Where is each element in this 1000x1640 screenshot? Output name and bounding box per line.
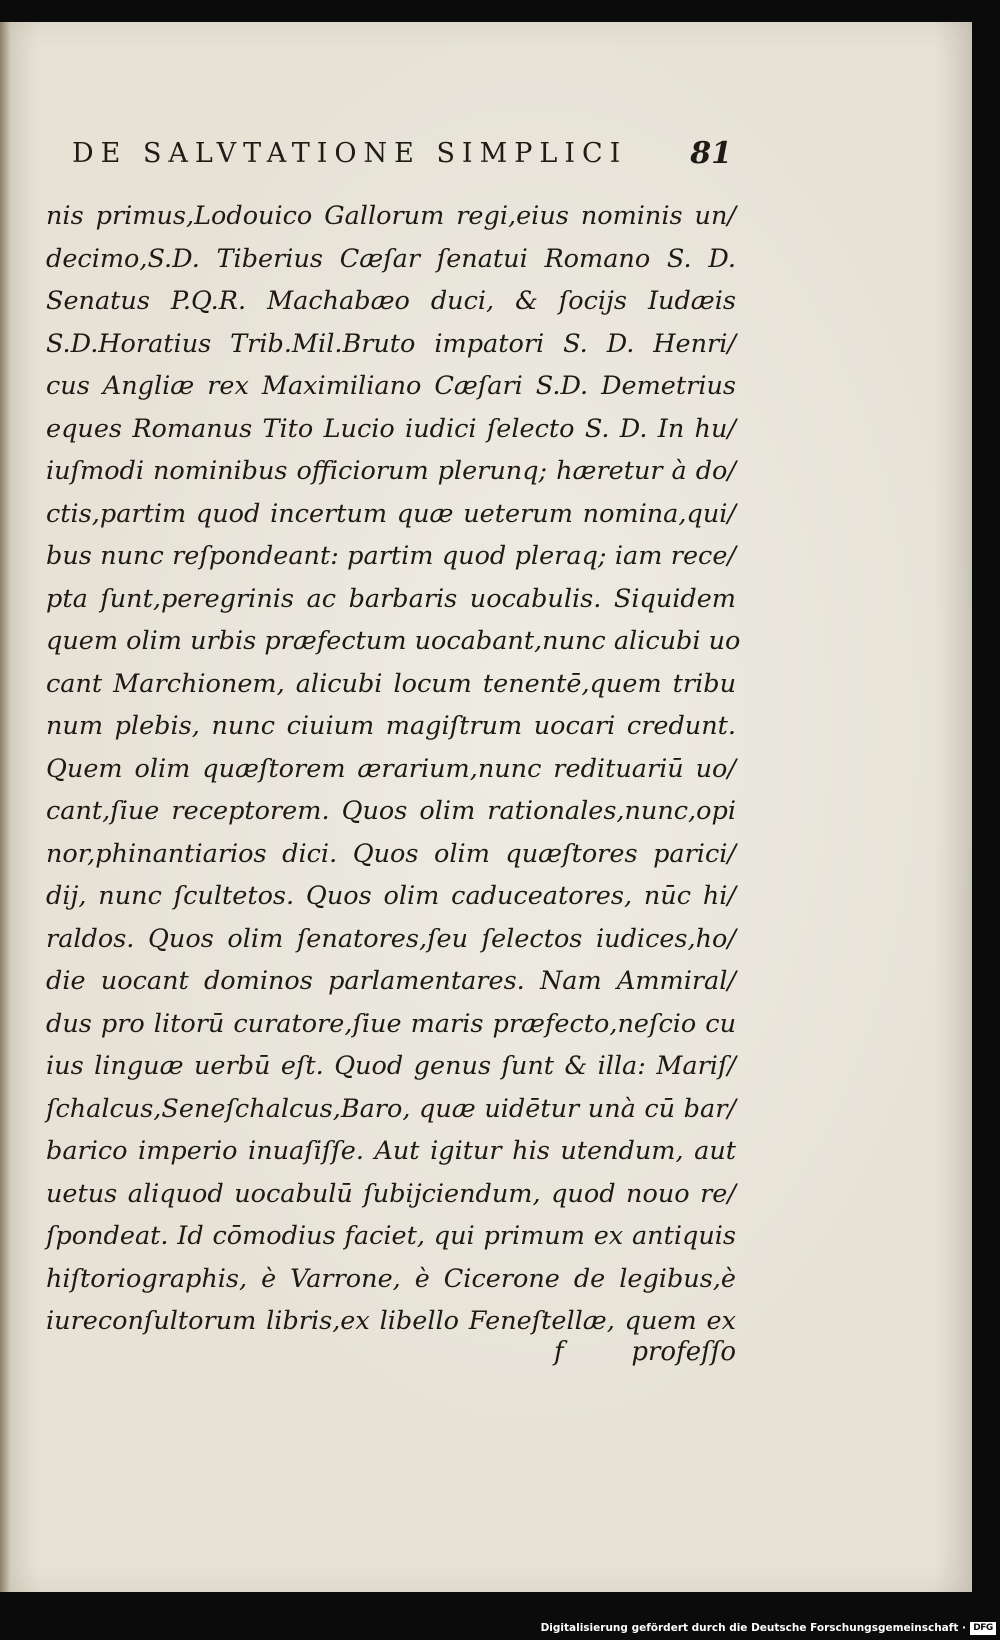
text-line: iuſmodi nominibus officiorum plerunq; hæretur à do/: [46, 456, 736, 486]
text-line: nis primus,Lodouico Gallorum regi,eius nominis un/: [46, 201, 736, 231]
text-line: Senatus P.Q.R. Machabæo duci, & ſocijs Iudæis: [46, 286, 736, 316]
digitization-credit: Digitalisierung gefördert durch die Deutsche Forschungsgemeinschaft ·: [540, 1622, 966, 1634]
text-line: ius linguæ uerbū eſt. Quod genus ſunt & illa: Mariſ/: [46, 1051, 736, 1081]
text-line: nor,phinantiarios dici. Quos olim quæſtores parici/: [46, 838, 736, 869]
text-line: dij, nunc ſcultetos. Quos olim caduceatores, nūc hi/: [46, 881, 736, 911]
text-line: hiſtoriographis, è Varrone, è Cicerone de legibus,è: [46, 1263, 736, 1294]
text-line: cus Angliæ rex Maximiliano Cæſari S.D. Demetrius: [46, 371, 736, 401]
catchword: profeſſo: [631, 1337, 736, 1367]
text-line: iureconſultorum libris,ex libello Feneſtellæ, quem ex: [46, 1306, 736, 1336]
text-line: S.D.Horatius Trib.Mil.Bruto impatori S. D. Henri/: [46, 328, 736, 359]
page-number: 81: [690, 136, 732, 171]
text-line: die uocant dominos parlamentares. Nam Ammiral/: [46, 966, 736, 996]
text-line: ctis,partim quod incertum quæ ueterum nomina,qui/: [46, 498, 736, 529]
text-line: ſchalcus,Seneſchalcus,Baro, quæ uidētur unà cū bar/: [46, 1093, 736, 1124]
text-line: barico imperio inuaſiſſe. Aut igitur his utendum, aut: [46, 1136, 736, 1166]
text-line: pta ſunt,peregrinis ac barbaris uocabulis. Siquidem: [46, 583, 736, 614]
text-line: cant Marchionem, alicubi locum tenentē,quem tribu: [46, 668, 736, 699]
text-line: Quem olim quæſtorem ærarium,nunc redituariū uo/: [46, 753, 736, 784]
body-text: [46, 195, 741, 1343]
text-line: dus pro litorū curatore,ſiue maris præfecto,neſcio cu: [46, 1008, 736, 1039]
dfg-logo-icon: DFG: [970, 1622, 996, 1635]
text-line: num plebis, nunc ciuium magiſtrum uocari credunt.: [46, 711, 736, 741]
text-line: bus nunc reſpondeant: partim quod pleraq; iam rece/: [46, 541, 736, 571]
running-head: [72, 138, 732, 178]
signature-mark: f: [554, 1337, 564, 1367]
text-line: decimo,S.D. Tiberius Cæſar ſenatui Romano S. D.: [46, 243, 736, 274]
page-gutter-edge: [0, 22, 10, 1592]
text-line: quem olim urbis præfectum uocabant,nunc alicubi uo: [46, 626, 741, 656]
running-title: DE SALVTATIONE SIMPLICI: [72, 138, 628, 169]
text-line: ſpondeat. Id cōmodius faciet, qui primum ex antiquis: [46, 1221, 736, 1251]
catch-line: [46, 1337, 736, 1379]
text-line: cant,ſiue receptorem. Quos olim rationales,nunc,opi: [46, 796, 736, 826]
text-line: uetus aliquod uocabulū ſubijciendum, quod nouo re/: [46, 1178, 736, 1209]
text-line: raldos. Quos olim ſenatores,ſeu ſelectos iudices,ho/: [46, 923, 736, 954]
text-line: eques Romanus Tito Lucio iudici ſelecto S. D. In hu/: [46, 413, 736, 444]
